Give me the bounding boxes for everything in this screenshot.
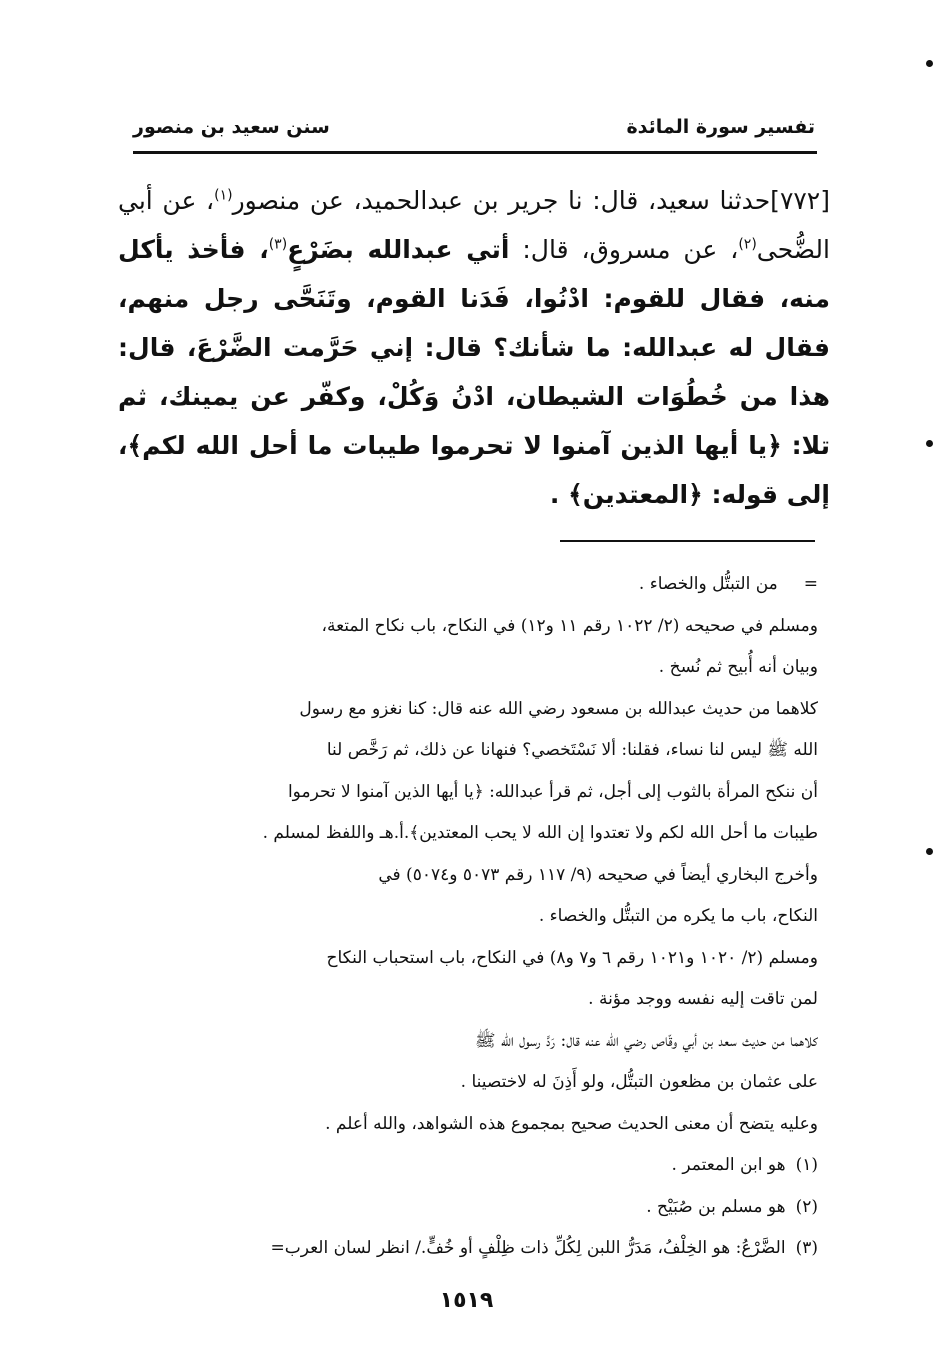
matn-part-1: أتي عبدالله بضَرْعٍ (287, 235, 510, 264)
footnote-body: هو ابن المعتمر . (671, 1155, 786, 1175)
running-header (133, 112, 815, 142)
scan-dot-top (926, 60, 933, 67)
footnote-text-line: وعليه يتضح أن معنى الحديث صحيح بمجموع هذه الشواهد، والله أعلم . (325, 1113, 818, 1134)
footnote-text-line: النكاح، باب ما يكره من التبتُّل والخصاء . (538, 906, 818, 926)
hadith-number: [٧٧٢] (770, 186, 830, 215)
scan-dot-middle (926, 440, 933, 447)
footnote-text-line: كلاهما من حديث سعد بن أبي وقّاص رضي الله عنه قال: رَدَّ رسول الله ﷺ (475, 1030, 818, 1051)
footnote-1 (118, 1145, 818, 1187)
matn-part-2: ، فأخذ يأكل منه، فقال للقوم: ادْنُوا، فَدَنا القوم، وتَنَحَّى رجل منهم، فقال له عبدالله: ما شأنك؟ قال: إني حَرَّمت الضَّرْعَ، قال: هذا من خُطُوَات الشيطان، ادْنُ وَكُلْ، وكفّر عن يمينك، ثم تلا: ﴿يا أيها الذين آمنوا لا تحرموا طيبات ما أحل الله لكم﴾، إلى قوله: ﴿المعتدين﴾ . (118, 235, 830, 509)
footnote-3 (118, 1228, 818, 1270)
footnote-text-line: ومسلم (٢/ ١٠٢٠ و١٠٢١ رقم ٦ و٧ و٨) في النكاح، باب استحباب النكاح (326, 947, 818, 968)
footnote-text-line: من التبتُّل والخصاء . (638, 574, 778, 594)
footnote-ref-1[interactable]: (١) (214, 187, 233, 204)
footnote-text-line: وأخرج البخاري أيضاً في صحيحه (٩/ ١١٧ رقم ٥٠٧٣ و٥٠٧٤) في (378, 864, 818, 885)
footnote-text-line: كلاهما من حديث عبدالله بن مسعود رضي الله عنه قال: كنا نغزو مع رسول (299, 698, 818, 719)
footnote-text-line: الله ﷺ ليس لنا نساء، فقلنا: ألا نَسْتَخصي؟ فنهانا عن ذلك، ثم رَخَّص لنا (326, 740, 818, 760)
continuation-mark: = (803, 574, 818, 594)
hadith-text (118, 176, 830, 519)
footnotes (118, 564, 818, 1270)
footnote-text-line: على عثمان بن مظعون التبتُّل، ولو أَذِنَ له لاختصينا . (460, 1072, 818, 1092)
footnote-number: (١) (795, 1155, 818, 1175)
scan-dot-lower (926, 848, 933, 855)
footnote-body: هو مسلم بن صُبَيْح . (646, 1196, 786, 1217)
footnote-separator (560, 540, 815, 542)
footnote-continuation-line (118, 564, 818, 606)
header-left-title: سنن سعيد بن منصور (133, 116, 330, 138)
footnote-number: (٢) (795, 1196, 818, 1217)
footnote-text-line: وبيان أنه أُبيح ثم نُسخ . (658, 657, 818, 677)
footnote-body: الضَّرْعُ: هو الخِلْفُ، مَدَرُّ اللبن لِكُلِّ ذات ظِلْفٍ أو خُفٍّ./ انظر لسان العرب= (270, 1238, 786, 1258)
footnote-text-line: لمن تاقت إليه نفسه ووجد مؤنة . (588, 989, 818, 1009)
isnad-part-1: حدثنا سعيد، قال: نا جرير بن عبدالحميد، عن منصور (232, 186, 771, 215)
page-number: ١٥١٩ (439, 1288, 494, 1313)
isnad-part-2: ، عن أبي الضُّحى (118, 186, 830, 264)
footnote-number: (٣) (795, 1238, 818, 1258)
header-rule (133, 151, 817, 154)
isnad-part-3: ، عن مسروق، قال: (509, 235, 739, 264)
footnote-ref-3[interactable]: (٣) (268, 236, 288, 253)
header-right-title: تفسير سورة المائدة (626, 116, 815, 138)
footnote-ref-2[interactable]: (٢) (738, 236, 757, 253)
footnote-text-line: طيبات ما أحل الله لكم ولا تعتدوا إن الله لا يحب المعتدين﴾.أ.هـ واللفظ لمسلم . (262, 823, 818, 843)
footnote-text-line: ومسلم في صحيحه (٢/ ١٠٢٢ رقم ١١ و١٢) في النكاح، باب نكاح المتعة، (321, 615, 818, 636)
footnote-2 (118, 1187, 818, 1229)
footnote-text-line: أن ننكح المرأة بالثوب إلى أجل، ثم قرأ عبدالله: ﴿يا أيها الذين آمنوا لا تحرموا (287, 781, 818, 802)
